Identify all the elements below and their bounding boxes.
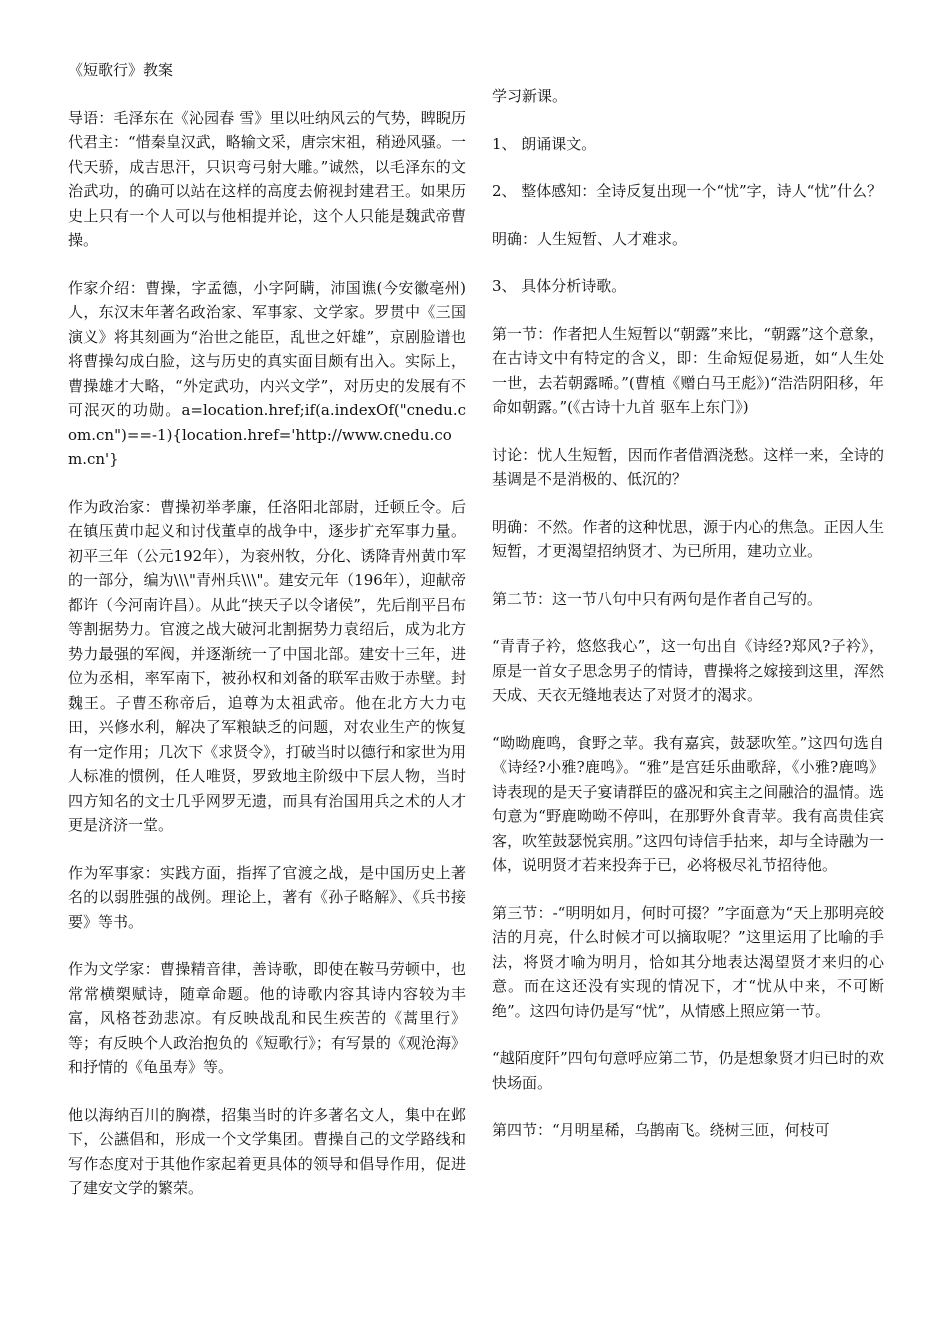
paragraph-military: 作为军事家：实践方面，指挥了官渡之战，是中国历史上著名的以弱胜强的战例。理论上，著有《孙子略解》、《兵书接要》等书。: [68, 863, 466, 931]
left-column: [68, 58, 466, 1224]
paragraph-literary: 作为文学家：曹操精音律，善诗歌，即使在鞍马劳顿中，也常常横槊赋诗，随章命题。他的诗歌内容其诗内容较为丰富，风格苍劲悲凉。有反映战乱和民生疾苦的《蒿里行》等；有反映个人政治抱负的《短歌行》；有写景的《观沧海》和抒情的《龟虽寿》等。: [68, 960, 466, 1076]
paragraph-intro: 导语：毛泽东在《沁园春 雪》里以吐纳风云的气势，睥睨历代君主：“惜秦皇汉武，略输文采，唐宗宋祖，稍逊风骚。一代天骄，成吉思汗，只识弯弓射大雕。”诚然，以毛泽东的文治武功，的确可以站在这样的高度去俯视封建君王。如果历史上只有一个人可以与他相提并论，这个人只能是魏武帝曹操。: [68, 108, 466, 249]
paragraph-section-4: 第四节：“月明星稀，乌鹊南飞。绕树三匝，何枝可: [492, 1121, 830, 1139]
document-title: 《短歌行》教案: [68, 61, 174, 79]
paragraph-new-lesson: 学习新课。: [492, 87, 568, 105]
paragraph-zijin: “青青子衿，悠悠我心”，这一句出自《诗经?郑风?子衿》，原是一首女子思念男子的情诗，曹操将之嫁接到这里，浑然天成、天衣无缝地表达了对贤才的渴求。: [492, 637, 884, 704]
paragraph-answer-2: 明确：不然。作者的这种忧思，源于内心的焦急。正因人生短暂，才更渴望招纳贤才、为已所用，建功立业。: [492, 517, 884, 560]
paragraph-section-3: 第三节：-“明明如月，何时可掇？”字面意为“天上那明亮皎洁的月亮，什么时候才可以摘取呢？”这里运用了比喻的手法，将贤才喻为明月，恰如其分地表达渴望贤才来归的心意。而在这还没有实现的情况下，才“忧从中来，不可断绝”。这四句诗仍是写“忧”，从情感上照应第一节。: [492, 903, 884, 1020]
paragraph-yuemo: “越陌度阡”四句句意呼应第二节，仍是想象贤才归已时的欢快场面。: [492, 1049, 884, 1092]
paragraph-author: 作家介绍：曹操，字孟德，小字阿瞒，沛国谯(今安徽亳州)人，东汉末年著名政治家、军事家、文学家。罗贯中《三国演义》将其刻画为“治世之能臣，乱世之奸雄”，京剧脸谱也将曹操勾成白脸，这与历史的真实面目颇有出入。实际上，曹操雄才大略，“外定武功，内兴文学”，对历史的发展有不可泯灭的功勋。a=location.href;if(a.indexOf("cnedu.com.cn")==-1){location.href='http://www.cnedu.com.cn'}: [68, 278, 466, 468]
paragraph-step-1: 1、 朗诵课文。: [492, 134, 597, 153]
right-column: [492, 84, 884, 1166]
paragraph-answer-1: 明确：人生短暂、人才难求。: [492, 229, 688, 248]
paragraph-step-2: 2、 整体感知：全诗反复出现一个“忧”字，诗人“忧”什么？: [492, 182, 882, 200]
paragraph-section-2: 第二节：这一节八句中只有两句是作者自己写的。: [492, 589, 823, 608]
paragraph-politician: 作为政治家：曹操初举孝廉，任洛阳北部尉，迁顿丘令。后在镇压黄巾起义和讨伐董卓的战争中，逐步扩充军事力量。初平三年（公元192年），为衮州牧，分化、诱降青州黄巾军的一部分，编为\\\"青州兵\\\"。建安元年（196年），迎献帝都许（今河南许昌）。从此“挟天子以令诸侯”，先后削平吕布等割据势力。官渡之战大破河北割据势力袁绍后，成为北方势力最强的军阀，并逐渐统一了中国北部。建安十三年，进位为丞相，率军南下，被孙权和刘备的联军击败于赤壁。封魏王。子曹丕称帝后，追尊为太祖武帝。他在北方大力屯田，兴修水利，解决了军粮缺乏的问题，对农业生产的恢复有一定作用；几次下《求贤令》，打破当时以德行和家世为用人标准的惯例，任人唯贤，罗致地主阶级中下层人物，当时四方知名的文士几乎网罗无遗，而具有治国用兵之术的人才更是济济一堂。: [68, 497, 466, 834]
paragraph-step-3: 3、 具体分析诗歌。: [492, 277, 627, 295]
paragraph-discussion: 讨论：忧人生短暂，因而作者借酒浇愁。这样一来，全诗的基调是不是消极的、低沉的？: [492, 445, 884, 488]
paragraph-luming: “呦呦鹿鸣，食野之苹。我有嘉宾，鼓瑟吹笙。”这四句选自《诗经?小雅?鹿鸣》。“雅”是宫廷乐曲歌辞，《小雅?鹿鸣》诗表现的是天子宴请群臣的盛况和宾主之间融洽的温情。选句意为“野鹿呦呦不停叫，在那野外食青苹。我有高贵佳宾客，吹笙鼓瑟悦宾朋。”这四句诗信手拈来，却与全诗融为一体，说明贤才若来投奔于已，必将极尽礼节招待他。: [492, 733, 884, 874]
paragraph-influence: 他以海纳百川的胸襟，招集当时的许多著名文人，集中在邺下，公讌倡和，形成一个文学集团。曹操自己的文学路线和写作态度对于其他作家起着更具体的领导和倡导作用，促进了建安文学的繁荣。: [68, 1105, 466, 1197]
paragraph-section-1: 第一节：作者把人生短暂以“朝露”来比，“朝露”这个意象，在古诗文中有特定的含义，即：生命短促易逝，如“人生处一世，去若朝露晞。”(曹植《赠白马王彪》)“浩浩阴阳移，年命如朝露。”(《古诗十九首 驱车上东门》): [492, 324, 884, 416]
